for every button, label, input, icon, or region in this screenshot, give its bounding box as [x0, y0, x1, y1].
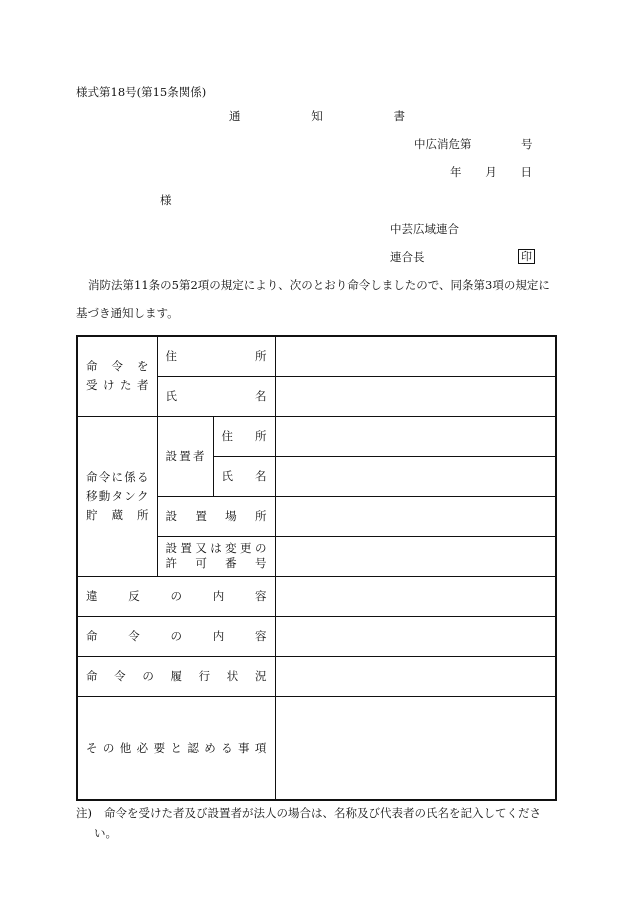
other-matters-label: そ の 他 必 要 と 認 め る 事 項 [86, 740, 267, 755]
recipient-label: 命 令 を 受 け た 者 [77, 336, 157, 416]
recipient-address-label: 住 所 [165, 349, 267, 364]
installer-name-label: 氏 名 [221, 469, 267, 483]
permit-number-label-line1: 設 置 又 は 変 更 の [165, 541, 267, 555]
issuer-organization: 中芸広域連合 [390, 222, 459, 236]
mobile-tank-storage-label: 命 令 に 係 る 移 動 タ ン ク 貯 蔵 所 [77, 416, 157, 576]
installation-location-label: 設 置 場 所 [165, 509, 267, 523]
notice-table [76, 335, 557, 801]
recipient-name-label: 氏 名 [165, 389, 267, 403]
recipient-name-field[interactable] [275, 376, 556, 416]
permit-number-label-line2: 許 可 番 号 [165, 556, 267, 570]
other-matters-field[interactable] [275, 696, 556, 800]
date-line: 年 月 日 [450, 165, 532, 179]
installation-location-field[interactable] [275, 496, 556, 536]
order-compliance-field[interactable] [275, 656, 556, 696]
recipient-address-field[interactable] [275, 336, 556, 376]
note-label: 注) [76, 806, 92, 820]
violation-content-label: 違 反 の 内 容 [86, 589, 267, 603]
addressee-suffix: 様 [160, 193, 172, 207]
order-content-label: 命 令 の 内 容 [86, 629, 267, 643]
installer-address-label: 住 所 [221, 429, 267, 443]
body-line-1: 消防法第11条の5第2項の規定により、次のとおり命令しましたので、同条第3項の規定に [88, 278, 550, 292]
permit-number-field[interactable] [275, 536, 556, 576]
installer-address-field[interactable] [275, 416, 556, 456]
installer-label: 設 置 者 [165, 449, 205, 463]
violation-content-field[interactable] [275, 576, 556, 616]
document-number-suffix: 号 [521, 137, 533, 151]
note-line-2: い。 [94, 826, 117, 840]
note-line-1: 命令を受けた者及び設置者が法人の場合は、名称及び代表者の氏名を記入してくださ [104, 806, 541, 820]
order-compliance-label: 命 令 の 履 行 状 況 [86, 669, 267, 683]
order-content-field[interactable] [275, 616, 556, 656]
issuer-title: 連合長 [390, 250, 425, 264]
body-line-2: 基づき通知します。 [76, 306, 179, 320]
document-number-prefix: 中広消危第 [414, 137, 472, 151]
seal-mark: 印 [518, 249, 535, 264]
form-number: 様式第18号(第15条関係) [76, 85, 207, 99]
document-title: 通 知 書 [229, 109, 405, 123]
installer-name-field[interactable] [275, 456, 556, 496]
